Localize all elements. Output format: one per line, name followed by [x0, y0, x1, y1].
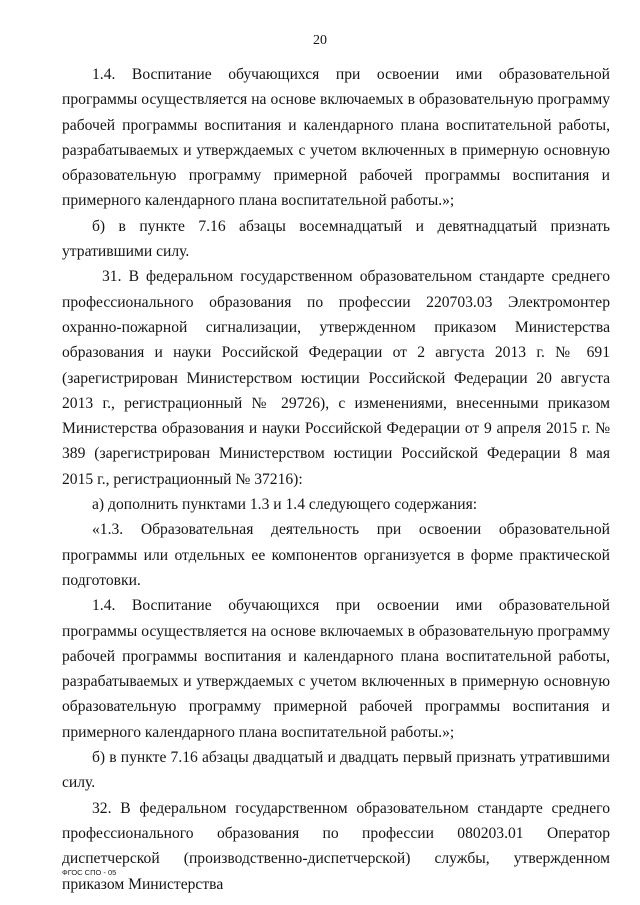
- paragraph-1-4-vospitanie-second: 1.4. Воспитание обучающихся при освоении ими образовательной программы осуществляется на основе включаемых в образовательную программу рабочей программы воспитания и календарного плана воспитательной работы, разрабатываемых и утверждаемых с учетом включенных в примерную основную образовательную программу примерной рабочей программы воспитания и примерного календарного плана воспитательной работы.»;: [62, 597, 610, 741]
- document-body: [62, 62, 610, 897]
- page-number: 20: [313, 33, 327, 48]
- paragraph-b-punkt-7-16-second: б) в пункте 7.16 абзацы двадцатый и двадцать первый признать утратившими силу.: [62, 749, 610, 792]
- paragraph-1-4-vospitanie: 1.4. Воспитание обучающихся при освоении ими образовательной программы осуществляется на основе включаемых в образовательную программу рабочей программы воспитания и календарного плана воспитательной работы, разрабатываемых и утверждаемых с учетом включенных в примерную основную образовательную программу примерной рабочей программы воспитания и примерного календарного плана воспитательной работы.»;: [62, 66, 610, 210]
- paragraph-1-3-praktika: «1.3. Образовательная деятельность при освоении образовательной программы или отдельных ее компонентов организуется в форме практической подготовки.: [62, 521, 610, 589]
- footer-label: ФГОС СПО - 05: [62, 868, 117, 877]
- paragraph-32-operator: 32. В федеральном государственном образовательном стандарте среднего профессионального образования по профессии 080203.01 Оператор диспетчерской (производственно-диспетчерской) службы, утвержденном приказом Министерства: [62, 799, 610, 893]
- paragraph-31-electromonter: 31. В федеральном государственном образовательном стандарте среднего профессионального образования по профессии 220703.03 Электромонтер охранно-пожарной сигнализации, утвержденном приказом Министерства образования и науки Российской Федерации от 2 августа 2013 г. № 691 (зарегистрирован Министерством юстиции Российской Федерации 20 августа 2013 г., регистрационный № 29726), с изменениями, внесенными приказом Министерства образования и науки Российской Федерации от 9 апреля 2015 г. № 389 (зарегистрирован Министерством юстиции Российской Федерации 8 мая 2015 г., регистрационный № 37216):: [62, 268, 610, 488]
- paragraph-a-dopolnit: а) дополнить пунктами 1.3 и 1.4 следующего содержания:: [92, 496, 478, 514]
- paragraph-b-punkt-7-16: б) в пункте 7.16 абзацы восемнадцатый и девятнадцатый признать утратившими силу.: [62, 217, 610, 261]
